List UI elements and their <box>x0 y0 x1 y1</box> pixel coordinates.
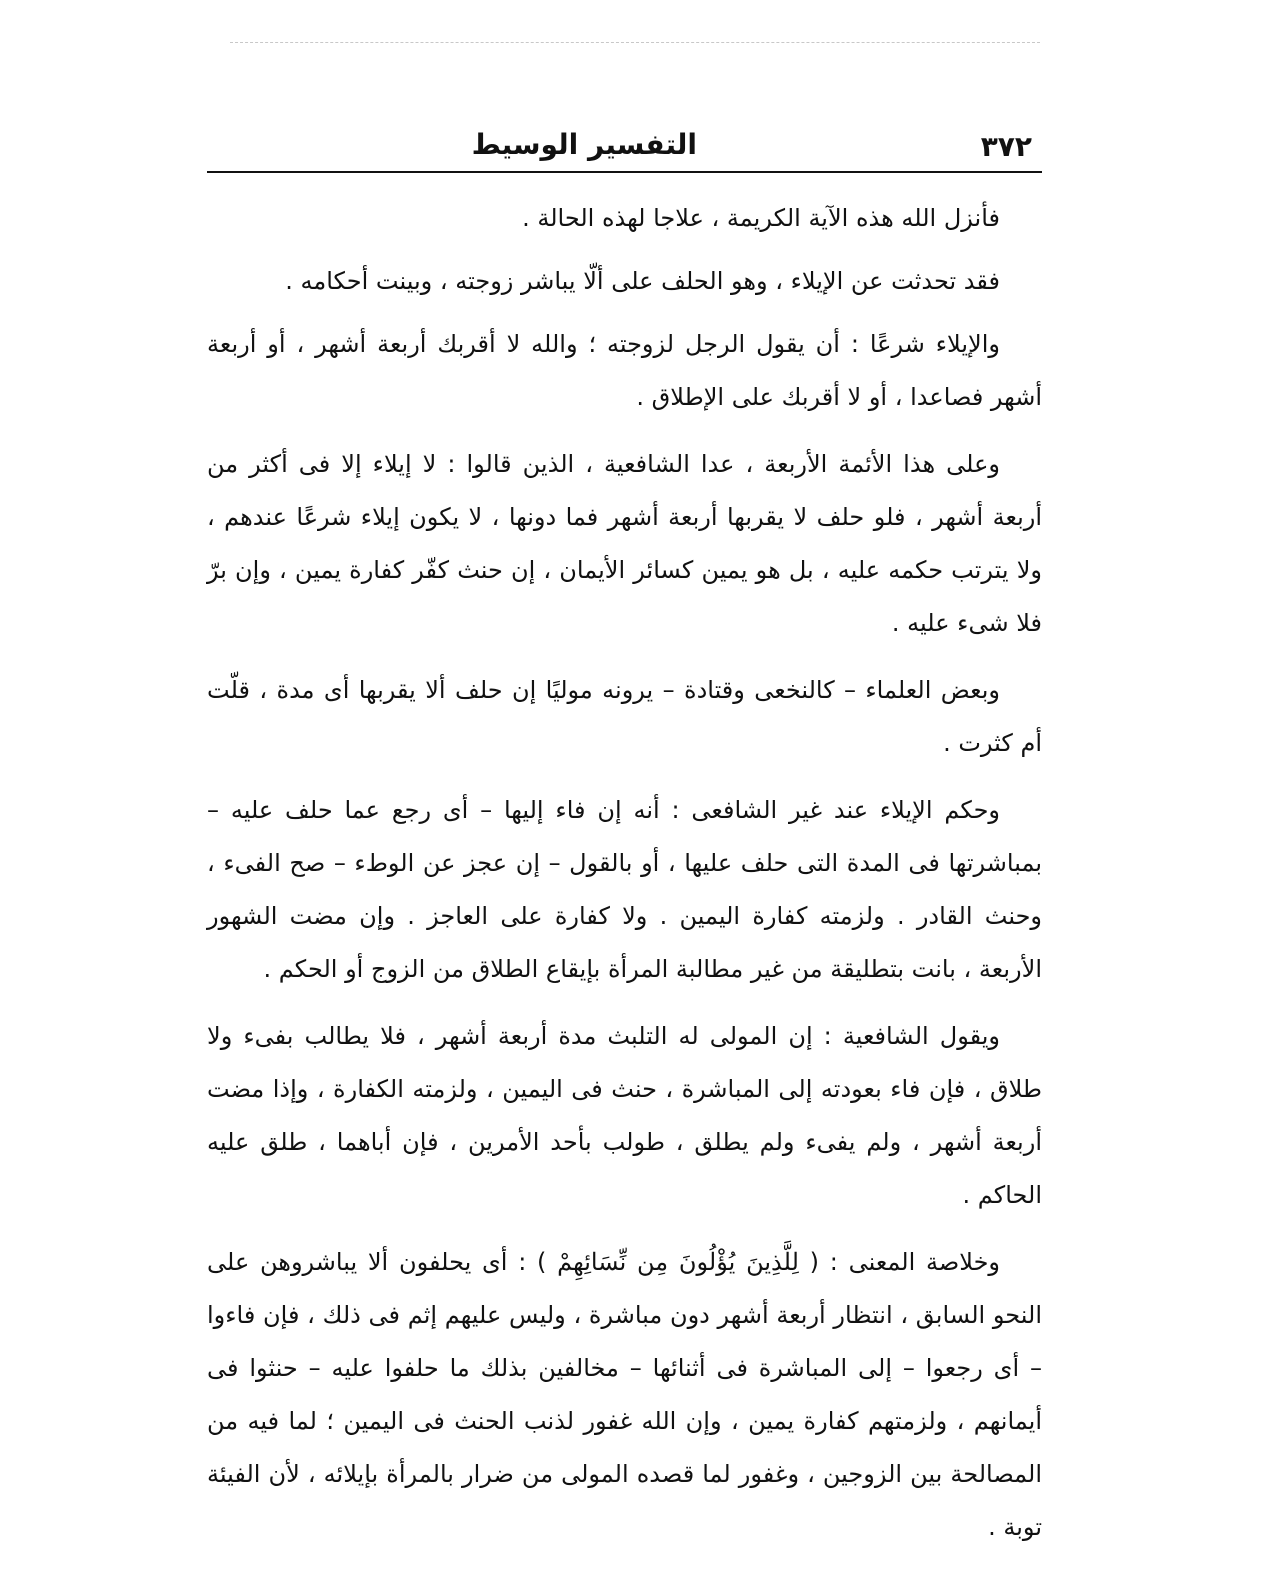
paragraph-revelation: فأنزل الله هذه الآية الكريمة ، علاجا لهذه الحالة . <box>522 204 1000 232</box>
paragraph-summary <box>207 1236 1042 1554</box>
running-title: التفسير الوسيط <box>471 128 697 161</box>
paragraph-four-imams: وعلى هذا الأئمة الأربعة ، عدا الشافعية ، الذين قالوا : لا إيلاء إلا فى أكثر من أربعة أشهر ، فلو حلف لا يقربها أربعة أشهر فما دونها ، لا يكون إيلاء شرعًا عندهم ، ولا يترتب حكمه عليه ، بل هو يمين كسائر الأيمان ، إن حنث كفّر كفارة يمين ، وإن برّ فلا شىء عليه . <box>207 450 1042 637</box>
body-text <box>207 192 1042 1564</box>
scan-edge-line <box>230 42 1040 43</box>
page-header <box>207 118 1042 178</box>
paragraph-shafii-view: ويقول الشافعية : إن المولى له التلبث مدة أربعة أشهر ، فلا يطالب بفىء ولا طلاق ، فإن فاء بعودته إلى المباشرة ، حنث فى اليمين ، ولزمته الكفارة ، وإذا مضت أربعة أشهر ، ولم يفىء ولم يطلق ، طولب بأحد الأمرين ، فإن أباهما ، طلق عليه الحاكم . <box>207 1022 1042 1209</box>
paragraph-some-scholars: وبعض العلماء – كالنخعى وقتادة – يرونه موليًا إن حلف ألا يقربها أى مدة ، قلّت أم كثرت . <box>207 676 1042 757</box>
paragraph-ruling-non-shafii: وحكم الإيلاء عند غير الشافعى : أنه إن فاء إليها – أى رجع عما حلف عليه – بمباشرتها فى المدة التى حلف عليها ، أو بالقول – إن عجز عن الوطء – صح الفىء ، وحنث القادر . ولزمته كفارة اليمين . ولا كفارة على العاجز . وإن مضت الشهور الأربعة ، بانت بتطليقة من غير مطالبة المرأة بإيقاع الطلاق من الزوج أو الحكم . <box>207 796 1042 983</box>
quran-verse: لِلَّذِينَ يُؤْلُونَ مِن نِّسَائِهِمْ <box>546 1248 810 1276</box>
paragraph-ila-intro: فقد تحدثت عن الإيلاء ، وهو الحلف على ألّا يباشر زوجته ، وبينت أحكامه . <box>285 267 1000 295</box>
summary-lead: وخلاصة المعنى : ( <box>809 1248 1001 1276</box>
paragraph-ila-definition: والإيلاء شرعًا : أن يقول الرجل لزوجته ؛ والله لا أقربك أربعة أشهر ، أو أربعة أشهر فصاعدا ، أو لا أقربك على الإطلاق . <box>207 330 1042 411</box>
page-number: ٣٧٢ <box>980 130 1032 163</box>
header-rule <box>207 171 1042 173</box>
summary-rest: ) : أى يحلفون ألا يباشروهن على النحو السابق ، انتظار أربعة أشهر دون مباشرة ، وليس عليهم إثم فى ذلك ، فإن فاءوا – أى رجعوا – إلى المباشرة فى أثنائها – مخالفين بذلك ما حلفوا عليه – حنثوا فى أيمانهم ، ولزمتهم كفارة يمين ، وإن الله غفور لذنب الحنث فى اليمين ؛ لما فيه من المصالحة بين الزوجين ، وغفور لما قصده المولى من ضرار بالمرأة بإيلائه ، لأن الفيئة توبة . <box>207 1248 1042 1541</box>
